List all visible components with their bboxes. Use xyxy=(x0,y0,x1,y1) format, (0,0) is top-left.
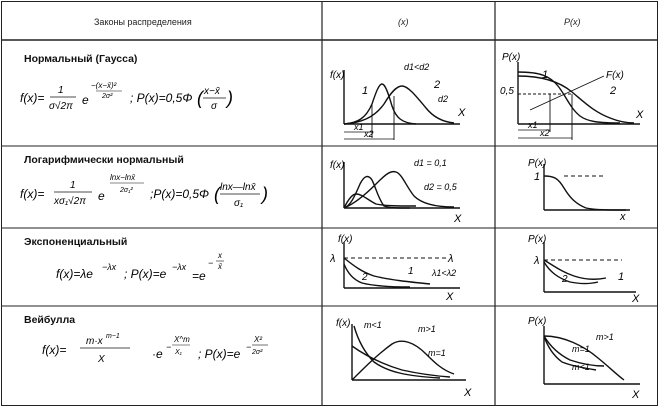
weibull-px-plot xyxy=(500,310,655,404)
header-px: P(x) xyxy=(564,17,581,27)
svg-text:f(x)=λe: f(x)=λe xyxy=(56,267,93,281)
weibull-fx-plot xyxy=(330,310,490,404)
weibull-fx-eq: m=1 xyxy=(428,348,446,358)
normal-fx-x1: x1 xyxy=(354,122,364,132)
svg-text:xσ₁√2π: xσ₁√2π xyxy=(54,196,86,207)
row-normal-title: Нормальный (Гаусса) xyxy=(24,53,138,65)
svg-text:e: e xyxy=(98,189,105,203)
lognormal-fx-d2: d2 = 0,5 xyxy=(424,182,457,192)
row-weibull-title: Вейбулла xyxy=(24,314,76,326)
normal-px-ylabel: P(x) xyxy=(502,52,521,63)
svg-text:; P(x)=e: ; P(x)=e xyxy=(124,267,167,281)
lognormal-px-xlabel: x xyxy=(620,211,626,223)
exponential-fx-rel: λ1<λ2 xyxy=(432,268,457,278)
lognormal-fx-xlabel: X xyxy=(454,213,462,225)
row-lognormal-title: Логарифмически нормальный xyxy=(24,154,184,166)
svg-text:f(x)=: f(x)= xyxy=(42,343,67,357)
weibull-fx-ylabel: f(x) xyxy=(336,318,351,329)
normal-px-c2: 2 xyxy=(610,85,617,97)
svg-text:X₁: X₁ xyxy=(175,349,182,356)
exponential-px-ylabel: P(x) xyxy=(528,234,547,245)
normal-px-fx: F(x) xyxy=(606,70,624,81)
exponential-px-c2: 2 xyxy=(562,274,568,285)
exponential-fx-xlabel: X xyxy=(446,291,454,303)
exponential-fx-lam-right: λ xyxy=(448,253,454,265)
svg-text:σ: σ xyxy=(211,101,218,112)
lognormal-fx-ylabel: f(x) xyxy=(330,160,345,171)
normal-fx-xlabel: X xyxy=(458,107,466,119)
svg-text:f(x)=: f(x)= xyxy=(20,187,45,201)
svg-text:2σ²: 2σ² xyxy=(102,93,113,100)
svg-text:): ) xyxy=(262,184,268,204)
svg-text:x̄: x̄ xyxy=(218,262,222,271)
lognormal-fx-plot xyxy=(330,150,490,226)
svg-text:m−1: m−1 xyxy=(106,333,120,340)
normal-fx-drel: d1<d2 xyxy=(404,62,430,72)
svg-text:lnx—lnx̄: lnx—lnx̄ xyxy=(220,182,256,193)
exponential-px-xlabel: X xyxy=(632,293,640,304)
normal-fx-c2: 2 xyxy=(434,79,441,91)
formula-normal xyxy=(20,78,310,118)
svg-text:X^m: X^m xyxy=(174,335,190,344)
normal-fx-ylabel: f(x) xyxy=(330,70,345,81)
exponential-fx-plot xyxy=(330,232,490,304)
normal-px-xlabel: X xyxy=(636,109,644,121)
row-lognormal-formula xyxy=(20,170,318,219)
svg-text:−λx: −λx xyxy=(172,262,187,272)
exponential-fx-c1: 1 xyxy=(408,266,414,277)
svg-text:X: X xyxy=(98,354,105,365)
svg-text:−λx: −λx xyxy=(102,262,117,272)
svg-text:−: − xyxy=(246,342,252,352)
svg-text:lnx−lnx̄: lnx−lnx̄ xyxy=(110,173,136,182)
svg-text:(: ( xyxy=(214,184,220,204)
formula-weibull xyxy=(42,330,318,374)
svg-text:m·x: m·x xyxy=(86,336,103,347)
row-normal-formula xyxy=(20,78,310,121)
weibull-px-eq: m=1 xyxy=(572,344,590,354)
svg-text:2σ₁²: 2σ₁² xyxy=(120,187,133,194)
svg-text:f(x)=: f(x)= xyxy=(20,91,45,105)
exponential-px-c1: 1 xyxy=(618,271,625,283)
row-weibull-formula xyxy=(42,330,318,377)
svg-text:): ) xyxy=(227,88,233,108)
exponential-fx-lam-left: λ xyxy=(330,253,336,265)
weibull-fx-xlabel: X xyxy=(464,387,472,399)
formula-lognormal xyxy=(20,170,318,216)
svg-text:−: − xyxy=(166,342,172,352)
normal-fx-plot xyxy=(330,48,490,143)
normal-fx-d2: d2 xyxy=(438,94,449,104)
row-exponential-formula xyxy=(56,250,296,299)
lognormal-px-ylabel: P(x) xyxy=(528,158,547,169)
svg-text:−(x−x̄)²: −(x−x̄)² xyxy=(91,81,117,90)
svg-text:; P(x)=0,5Φ: ; P(x)=0,5Φ xyxy=(130,91,193,105)
svg-text:x: x xyxy=(218,251,222,260)
weibull-px-gt: m>1 xyxy=(596,332,614,342)
weibull-fx-lt: m<1 xyxy=(364,320,382,330)
svg-text:−: − xyxy=(208,258,214,268)
svg-text:2σ²: 2σ² xyxy=(252,349,263,356)
normal-px-x1: x1 xyxy=(528,120,538,130)
normal-px-plot xyxy=(500,48,655,143)
svg-text:σ√2π: σ√2π xyxy=(49,101,73,112)
svg-text:σ₁: σ₁ xyxy=(234,198,244,209)
normal-px-half: 0,5 xyxy=(500,86,514,97)
normal-fx-c1: 1 xyxy=(362,85,369,97)
formula-exponential xyxy=(56,250,296,296)
exponential-px-plot xyxy=(500,232,655,304)
row-exponential-title: Экспоненциальный xyxy=(24,236,128,248)
normal-px-c1: 1 xyxy=(542,69,549,81)
exponential-fx-ylabel: f(x) xyxy=(338,234,353,245)
weibull-px-xlabel: X xyxy=(632,389,640,401)
weibull-px-ylabel: P(x) xyxy=(528,316,547,327)
exponential-px-lam: λ xyxy=(534,255,540,267)
svg-text:1: 1 xyxy=(58,85,64,96)
header-fx: (x) xyxy=(398,17,409,27)
svg-text:(: ( xyxy=(197,88,203,108)
lognormal-fx-d1: d1 = 0,1 xyxy=(414,158,447,168)
normal-fx-x2: x2 xyxy=(364,129,374,139)
weibull-px-lt: m<1 xyxy=(572,362,590,372)
svg-text:1: 1 xyxy=(70,180,76,191)
lognormal-px-one: 1 xyxy=(534,171,541,183)
normal-px-x2: x2 xyxy=(540,128,550,138)
svg-text:;P(x)=0,5Φ: ;P(x)=0,5Φ xyxy=(150,187,210,201)
lognormal-px-plot xyxy=(500,150,655,226)
svg-text:=e: =e xyxy=(192,269,206,283)
header-laws: Законы распределения xyxy=(94,17,192,27)
weibull-fx-gt: m>1 xyxy=(418,324,436,334)
svg-text:; P(x)=e: ; P(x)=e xyxy=(198,347,241,361)
svg-text:e: e xyxy=(82,93,89,107)
svg-text:X²: X² xyxy=(254,335,262,344)
exponential-fx-c2: 2 xyxy=(362,272,368,283)
svg-text:x−x̄: x−x̄ xyxy=(204,86,220,97)
svg-text:·e: ·e xyxy=(152,347,163,361)
